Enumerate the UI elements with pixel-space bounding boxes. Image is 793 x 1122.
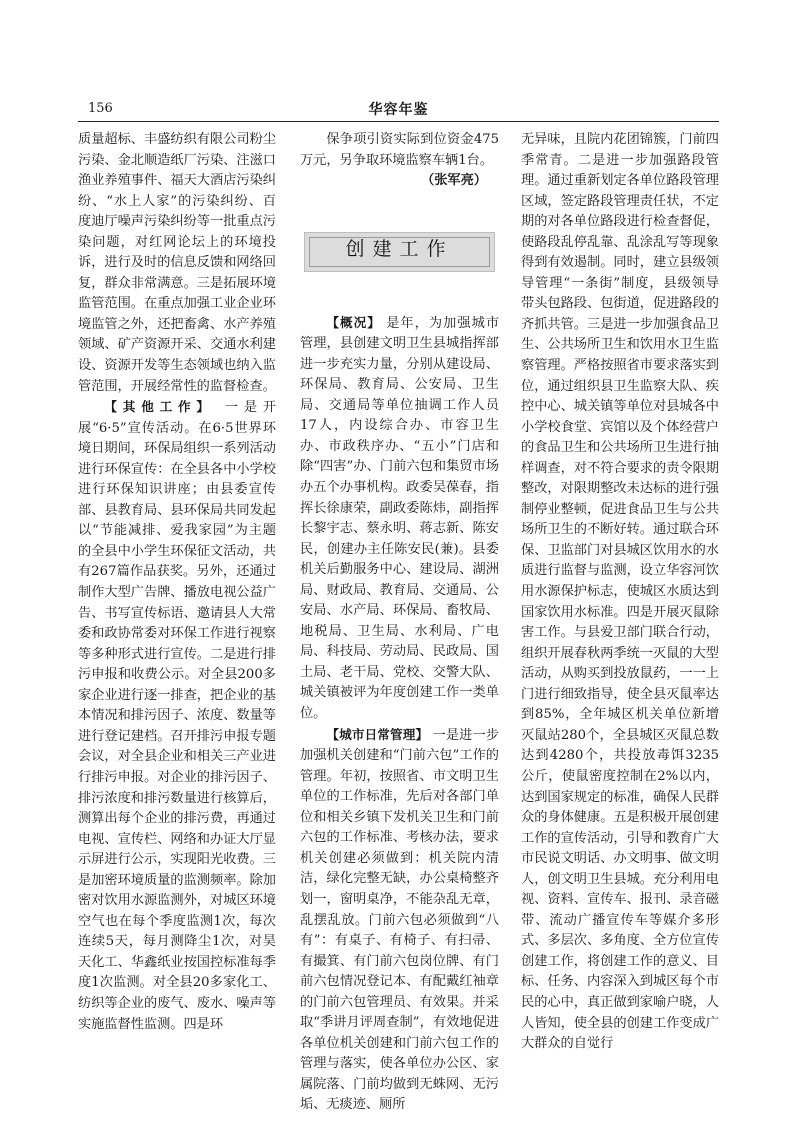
text-column-1	[78, 130, 276, 1035]
paragraph: 质量超标、丰盛纺织有限公司粉尘污染、金北顺造纸厂污染、注滋口渔业养殖事件、福天大酒店污染纠纷、“水上人家”的污染纠纷、百度迪厅噪声污染纠纷等一批重点污染问题，对红网论坛上的环境投诉，进行及时的信息反馈和网络回复，群众非常满意。三是拓展环境监管范围。在重点加强工业企业环境监管之外，还把畜禽、水产养殖领域、矿产资源开采、交通水利建设、资源开发等生态领域也纳入监管范围，开展经常性的监督检查。	[78, 132, 276, 394]
paragraph: 保争项引资实际到位资金475万元，另争取环境监察车辆1台。	[300, 132, 499, 168]
section-heading-daily-management: 【城市日常管理】	[326, 726, 429, 742]
paragraph	[300, 313, 499, 725]
section-heading-other-work: 【其他工作】	[104, 399, 215, 415]
paragraph-text: 一是开展“6·5”宣传活动。在6·5世界环境日期间，环保局组织一系列活动进行环保宣传：在全县各中小学校进行环保知识讲座；由县委宣传部、县教育局、县环保局共同发起以“节能减排、爱我家园”为主题的全县中小学生环保征文活动，共有267篇作品获奖。另外，还通过制作大型广告牌、播放电视公益广告、书写宣传标语、邀请县人大常委和政协常委对环保工作进行视察等多种形式进行宣传。二是进行排污申报和收费公示。对全县200多家企业进行逐一排查，把企业的基本情况和排污因子、浓度、数量等进行登记建档。召开排污申报专题会议，对全县企业和相关三产业进行排污申报。对企业的排污因子、排污浓度和排污数量进行核算后，测算出每个企业的排污费，再通过电视、宣传栏、网络和办证大厅显示屏进行公示，实现阳光收费。三是加密环境质量的监测频率。除加密对饮用水源监测外，对城区环境空气也在每个季度监测1次，每次连续5天，每月测降尘1次，对昊天化工、华鑫纸业按国控标准每季度1次监测。对全县20多家化工、纺织等企业的废气、废水、噪声等实施监督性监测。四是环	[78, 400, 277, 1032]
text-column-2	[300, 130, 499, 1116]
page-header	[78, 96, 719, 122]
author-credit: （张军亮）	[421, 173, 487, 189]
section-heading-overview: 【概况】	[326, 314, 381, 330]
book-title: 华容年鉴	[368, 102, 429, 118]
paragraph	[300, 725, 499, 1116]
text-column-3	[521, 130, 719, 1055]
paragraph-text: 一是进一步加强机关创建和“门前六包”工作的管理。年初，按照省、市文明卫生单位的工作标准，先后对各部门单位和相关乡镇下发机关卫生和门前六包的工作标准、考核办法，要求机关创建必须做到：机关院内清洁，绿化完整无缺，办公桌椅整齐划一，窗明桌净，不能杂乱无章，乱摆乱放。门前六包必须做到“八有”：有桌子、有椅子、有扫帚、有撮箕、有门前六包岗位牌、有门前六包情况登记本、有配戴红袖章的门前六包管理员、有效果。并采取“季讲月评周查制”，有效地促进各单位机关创建和门前六包工作的管理与落实，使各单位办公区、家属院落、门前均做到无蛛网、无污垢、无痰迹、厕所	[300, 727, 499, 1113]
paragraph: 无异味，且院内花团锦簇，门前四季常青。二是进一步加强路段管理。通过重新划定各单位路段管理区域，签定路段管理责任状，不定期的对各单位路段进行检查督促，使路段乱停乱靠、乱涂乱写等现象得到有效遏制。同时，建立县级领导管理“一条街”制度，县级领导带头包路段、包街道，促进路段的齐抓共管。三是进一步加强食品卫生、公共场所卫生和饮用水卫生监察管理。严格按照省市要求落实到位，通过组织县卫生监察大队、疾控中心、城关镇等单位对县城各中小学校食堂、宾馆以及个体经营户的食品卫生和公共场所卫生进行抽样调查，对不符合要求的责令限期整改，对限期整改未达标的进行强制停业整顿，促进食品卫生与公共场所卫生的不断好转。通过联合环保、卫监部门对县城区饮用水的水质进行监督与监测，设立华容河饮用水源保护标志，使城区水质达到国家饮用水标准。四是开展灭鼠除害工作。与县爱卫部门联合行动，组织开展春秋两季统一灭鼠的大型活动，从购买到投放鼠药，一一上门进行细致指导，使全县灭鼠率达到85%，全年城区机关单位新增灭鼠站280个，全县城区灭鼠总数达到4280个，共投放毒饵3235公斤，使鼠密度控制在2%以内，达到国家规定的标准，确保人民群众的身体健康。五是积极开展创建工作的宣传活动，引导和教育广大市民说文明话、办文明事、做文明人，创文明卫生县城。充分利用电视、资料、宣传车、报刊、录音磁带、流动广播宣传车等媒介多形式、多层次、多角度、全方位宣传创建工作，将创建工作的意义、目标、任务、内容深入到城区每个市民的心中，真正做到家喻户晓，人人皆知，使全县的创建工作变成广大群众的自觉行	[521, 132, 719, 1052]
section-title: 创建工作	[345, 237, 454, 260]
section-banner	[304, 232, 495, 272]
header-rule	[78, 121, 719, 122]
paragraph-text: 是年，为加强城市管理，县创建文明卫生县城指挥部进一步充实力量，分别从建设局、环保局、教育局、公安局、卫生局、交通局等单位抽调工作人员17人，内设综合办、市容卫生办、市政秩序办、“五小”门店和除“四害”办、门前六包和集贸市场办五个办事机构。政委吴葆春，指挥长徐康荣，副政委陈炜，副指挥长黎宇志、蔡永明、蒋志新、陈安民，创建办主任陈安民(兼)。县委机关后勤服务中心、建设局、湖洲局、财政局、教育局、交通局、公安局、水产局、环保局、畜牧局、地税局、卫生局、水利局、广电局、科技局、劳动局、民政局、国土局、老干局、党校、交警大队、城关镇被评为年度创建工作一类单位。	[300, 315, 500, 722]
page-number: 156	[88, 101, 113, 116]
paragraph	[78, 397, 276, 1035]
